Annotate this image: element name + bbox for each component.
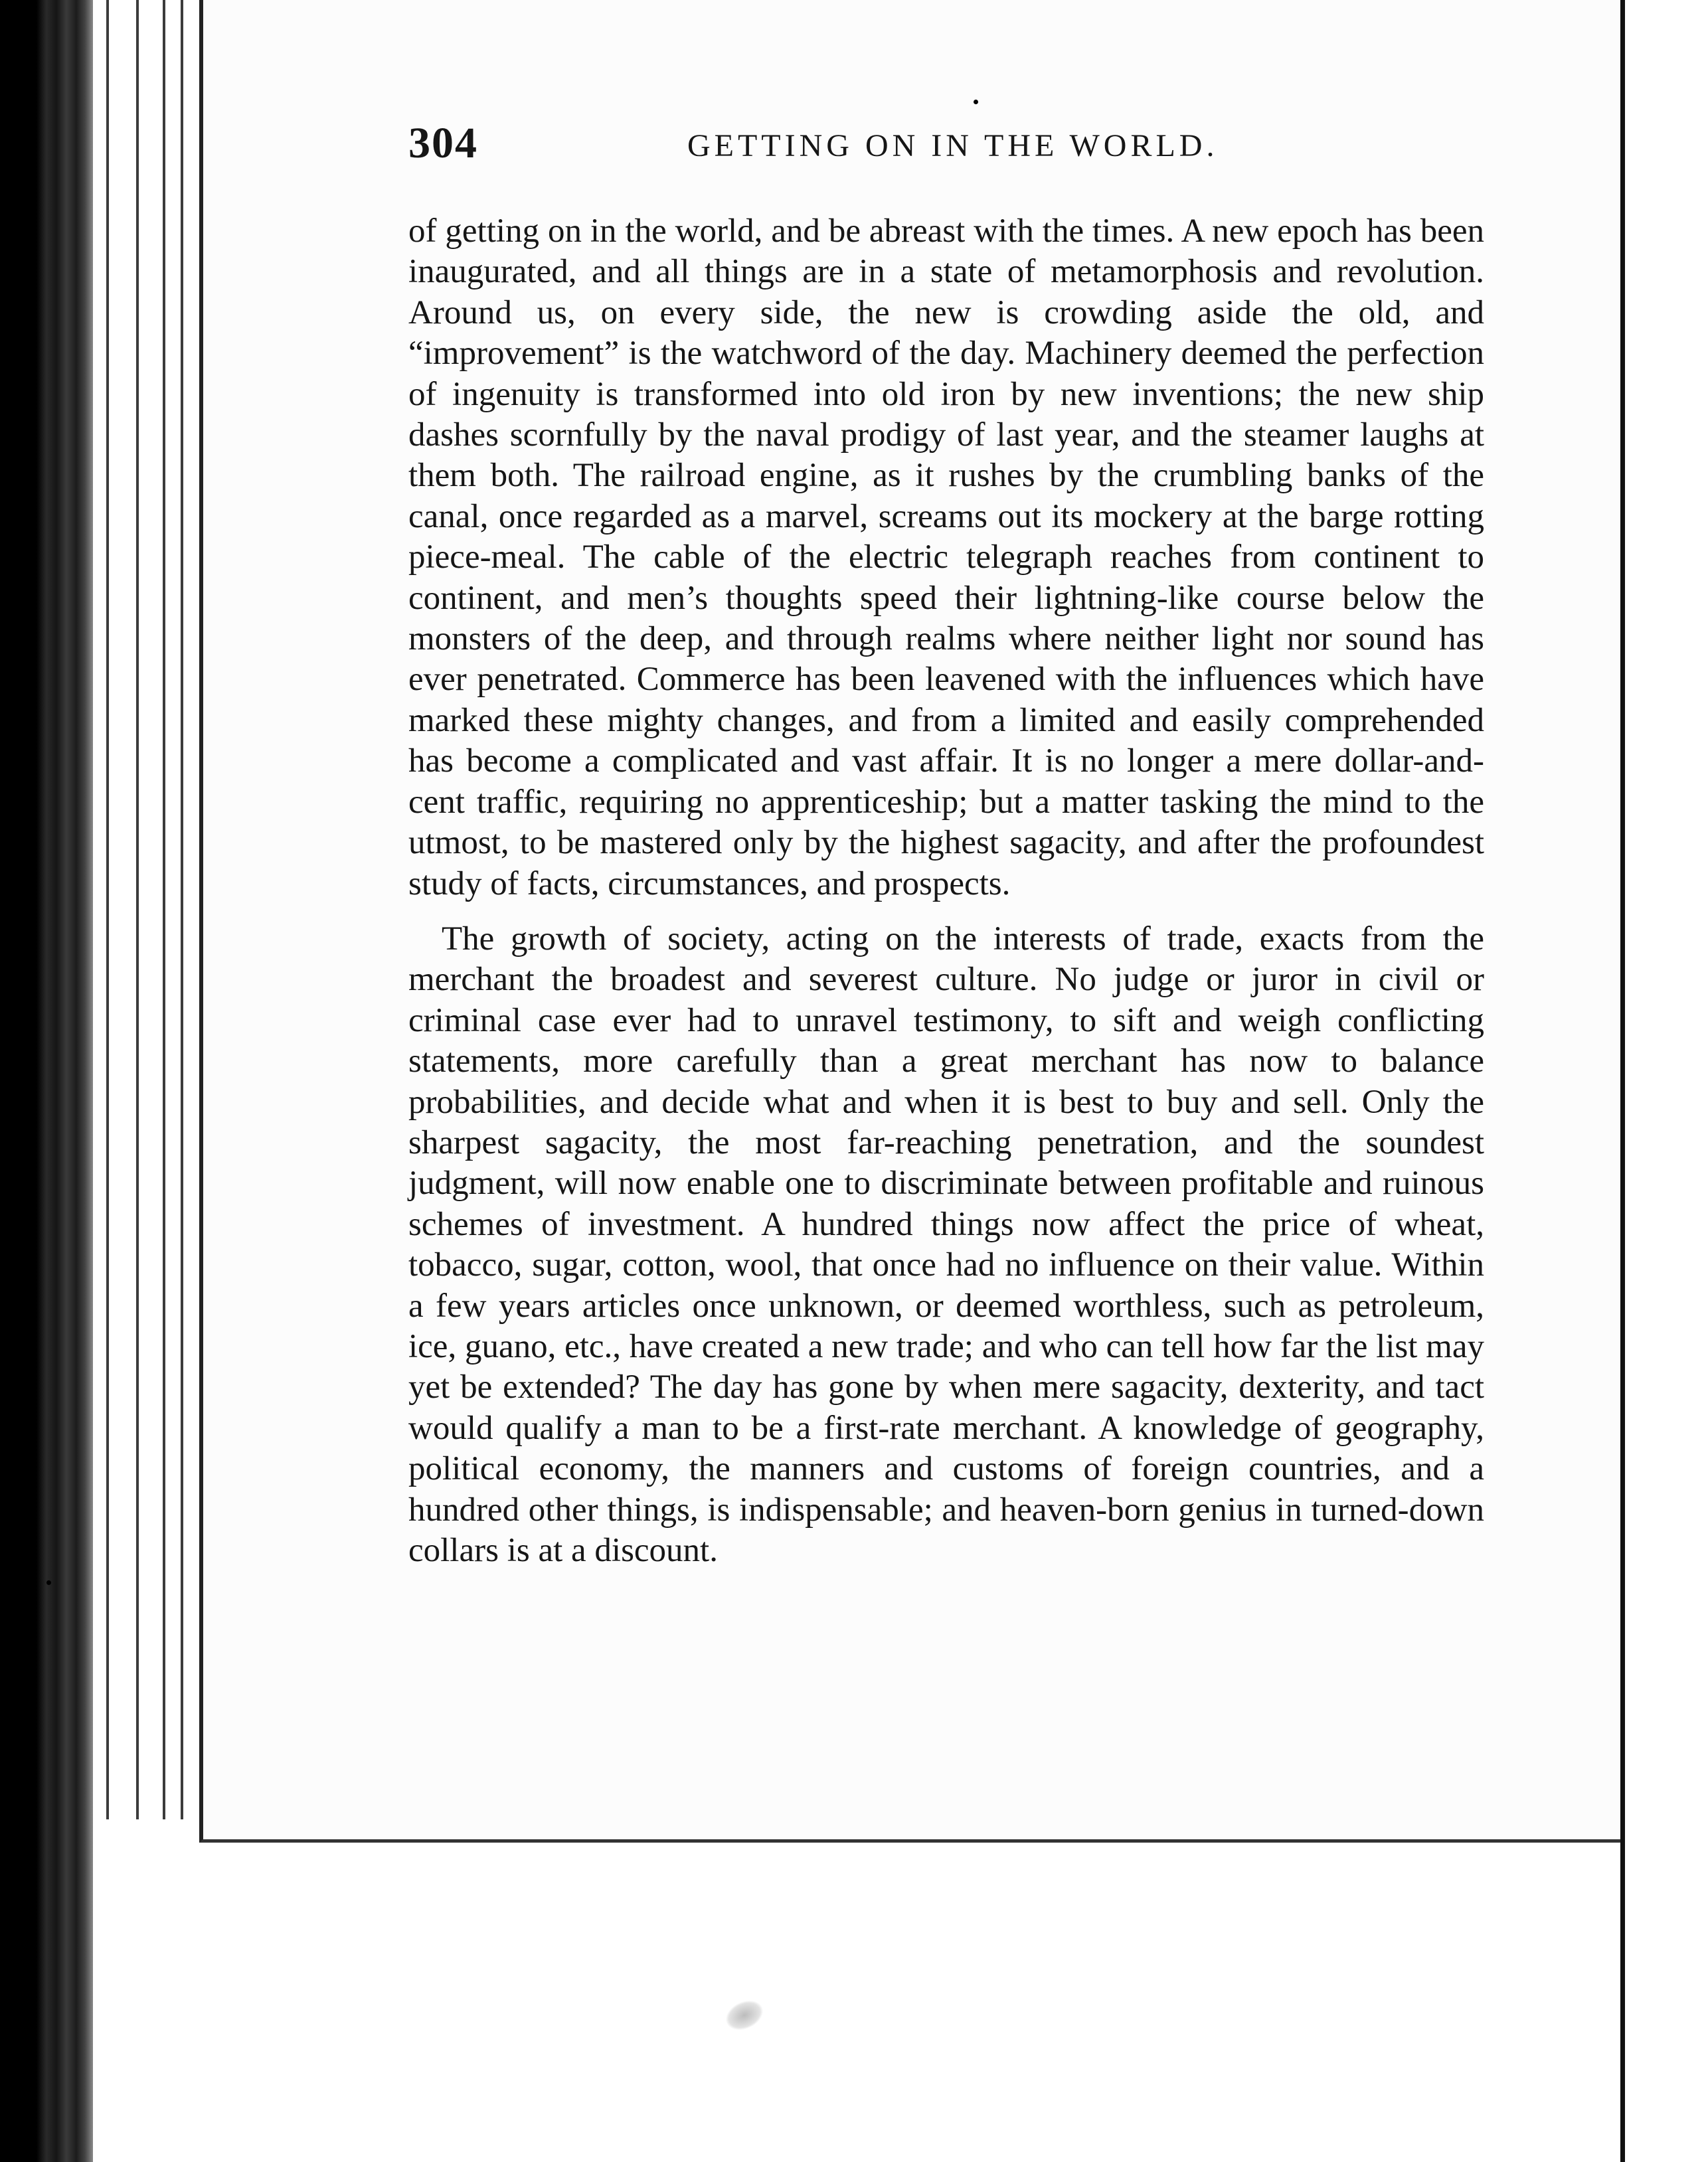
paragraph: of getting on in the world, and be abreast with the times. A new epoch has been inaugurated, and all things are in a state of metamorphosis and revolution. Around us, on every side, the new is crowding aside the old, and “improvement” is the watchword of the day. Machinery deemed the perfection of ingenuity is transformed into old iron by new inventions; the new ship dashes scornfully by the naval prodigy of last year, and the steamer laughs at them both. The railroad engine, as it rushes by the crumbling banks of the canal, once regarded as a marvel, screams out its mockery at the barge rotting piece-meal. The cable of the electric telegraph reaches from continent to continent, and men’s thoughts speed their lightning-like course below the monsters of the deep, and through realms where neither light nor sound has ever penetrated. Commerce has been leavened with the influences which have marked these mighty changes, and from a limited and easily comprehended has become a complicated and vast affair. It is no longer a mere dollar-and-cent traffic, requiring no apprenticeship; but a matter tasking the mind to the utmost, to be mastered only by the highest sagacity, and after the profoundest study of facts, circumstances, and prospects.	[408, 212, 1484, 902]
paper-tear-mark	[721, 1995, 767, 2036]
paragraph: The growth of society, acting on the interests of trade, exacts from the merchant the broadest and severest culture. No judge or juror in civil or criminal case ever had to unravel testimony, to sift and weigh conflicting statements, more carefully than a great merchant has now to balance probabilities, and decide what and when it is best to buy and sell. Only the sharpest sagacity, the most far-reaching penetration, and the soundest judgment, will now enable one to discriminate between profitable and ruinous schemes of investment. A hundred things now affect the price of wheat, tobacco, sugar, cotton, wool, that once had no influence on their value. Within a few years articles once unknown, or deemed worthless, such as petroleum, ice, guano, etc., have created a new trade; and who can tell how far the list may yet be extended? The day has gone by when mere sagacity, dexterity, and tact would qualify a man to be a first-rate merchant. A knowledge of geography, political economy, the manners and customs of foreign countries, and a hundred other things, is indispensable; and heaven-born genius in turned-down collars is at a discount.	[408, 920, 1484, 1569]
running-head: GETTING ON IN THE WORLD.	[687, 128, 1219, 163]
page-number: 304	[408, 119, 478, 167]
speck-mark	[46, 1580, 51, 1585]
book-spine-edge	[0, 0, 93, 2162]
page-stack-line	[136, 0, 139, 1819]
facing-page-margin	[1625, 0, 1708, 2162]
speck-mark	[27, 1531, 33, 1537]
page-header	[408, 118, 1497, 178]
page-stack-line	[181, 0, 183, 1819]
page-stack-line	[163, 0, 165, 1819]
facing-page-edge	[1620, 0, 1625, 2162]
page-stack-line	[106, 0, 109, 1819]
body-text	[408, 211, 1484, 1571]
speck-mark	[974, 100, 978, 104]
